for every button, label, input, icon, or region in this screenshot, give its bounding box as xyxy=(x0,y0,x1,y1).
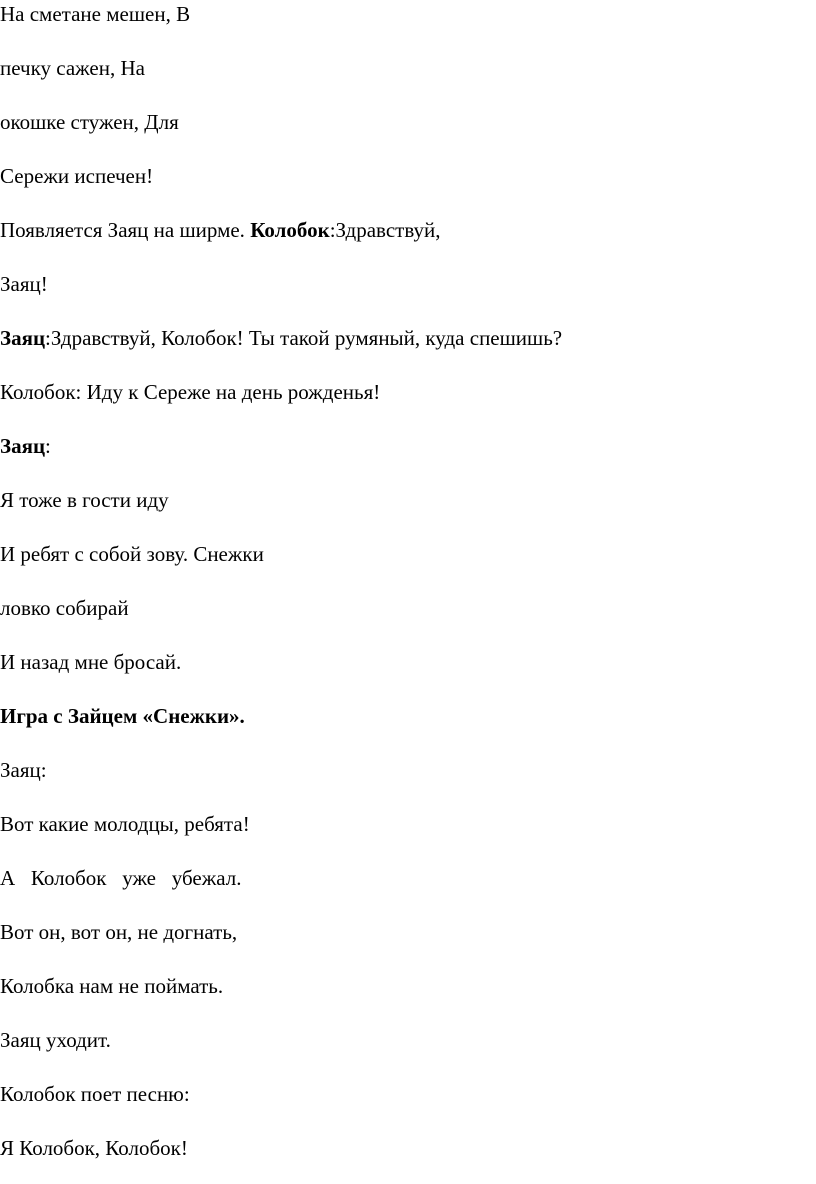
speech-text: :Здравствуй, xyxy=(329,218,441,242)
text-line: Заяц! xyxy=(0,272,48,296)
text-line: Колобок поет песню: xyxy=(0,1082,190,1106)
text-line: И ребят с собой зову. Снежки xyxy=(0,542,264,566)
text-line: окошке стужен, Для xyxy=(0,110,179,134)
speaker-name: Заяц xyxy=(0,434,46,458)
stage-direction: Появляется Заяц на ширме. xyxy=(0,218,251,242)
speaker-name: Заяц xyxy=(0,326,46,350)
text-line: Вот он, вот он, не догнать, xyxy=(0,920,238,944)
text-line xyxy=(0,324,562,352)
text-line: Колобка нам не поймать. xyxy=(0,974,224,998)
text-line: ловко собирай xyxy=(0,596,129,620)
text-line: Вот какие молодцы, ребята! xyxy=(0,812,250,836)
speaker-name: Колобок xyxy=(250,218,330,242)
text-line: печку сажен, На xyxy=(0,56,145,80)
text-line xyxy=(0,216,441,244)
speech-text: : xyxy=(45,434,51,458)
text-line: Я Колобок, Колобок! xyxy=(0,1136,188,1160)
text-line: Колобок: Иду к Сереже на день рожденья! xyxy=(0,380,381,404)
text-line: Заяц уходит. xyxy=(0,1028,111,1052)
text-line xyxy=(0,432,51,460)
text-line: А Колобок уже убежал. xyxy=(0,866,242,890)
text-line: И назад мне бросай. xyxy=(0,650,182,674)
text-line: Заяц: xyxy=(0,758,47,782)
text-line: На сметане мешен, В xyxy=(0,2,191,26)
text-line: Я тоже в гости иду xyxy=(0,488,169,512)
speech-text: :Здравствуй, Колобок! Ты такой румяный, куда спешишь? xyxy=(45,326,563,350)
text-line: Сережи испечен! xyxy=(0,164,154,188)
section-heading: Игра с Зайцем «Снежки». xyxy=(0,704,245,728)
